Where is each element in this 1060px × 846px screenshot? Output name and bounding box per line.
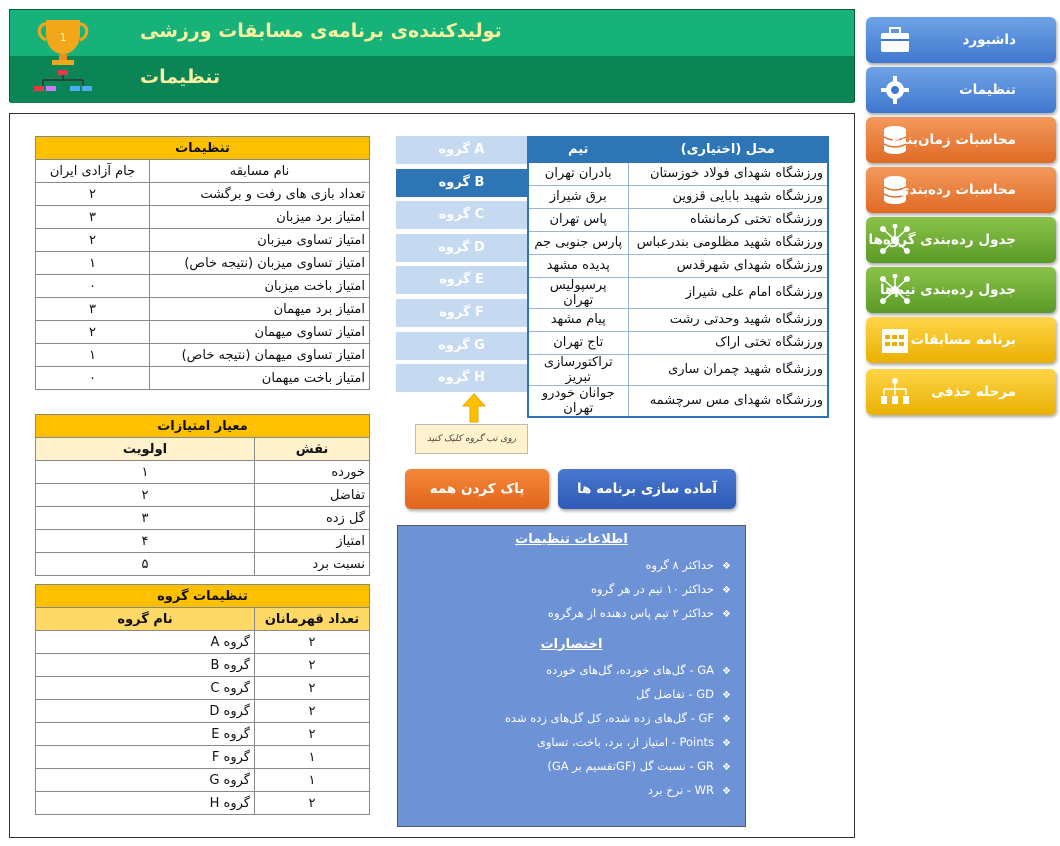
group-name[interactable]: گروه C xyxy=(36,677,255,700)
nav-button-1[interactable] xyxy=(866,17,1056,63)
prepare-schedule-button[interactable]: آماده سازی برنامه ها xyxy=(558,469,736,509)
group-settings-title: تنظیمات گروه xyxy=(36,585,370,608)
settings-value[interactable]: ۰ xyxy=(36,275,150,298)
settings-label: امتیاز باخت میهمان xyxy=(150,367,370,390)
settings-row xyxy=(36,252,370,275)
clear-all-button[interactable]: پاک کردن همه xyxy=(405,469,549,509)
group-count[interactable]: ۲ xyxy=(255,723,370,746)
team-name[interactable]: تاج تهران xyxy=(528,331,628,354)
group-row xyxy=(36,769,370,792)
group-row xyxy=(36,746,370,769)
page-title: تنظیمات xyxy=(140,66,221,88)
competition-name-value[interactable]: جام آزادی ایران xyxy=(36,160,150,183)
team-venue[interactable]: ورزشگاه شهید مظلومی بندرعباس xyxy=(628,231,828,254)
group-count-header: تعداد قهرمانان xyxy=(255,608,370,631)
settings-value[interactable]: ۱ xyxy=(36,344,150,367)
criteria-row xyxy=(36,507,370,530)
criteria-row xyxy=(36,461,370,484)
criteria-role: گل زده xyxy=(255,507,370,530)
tab-group-h[interactable]: گروه H xyxy=(396,364,527,392)
group-count[interactable]: ۲ xyxy=(255,654,370,677)
settings-label: تعداد بازی های رفت و برگشت xyxy=(150,183,370,206)
criteria-row xyxy=(36,530,370,553)
info-settings-list xyxy=(398,553,745,625)
settings-value[interactable]: ۱ xyxy=(36,252,150,275)
criteria-role: تفاضل xyxy=(255,484,370,507)
settings-value[interactable]: ۲ xyxy=(36,183,150,206)
abbreviation-item: ❖ GF - گل‌های زده شده، کل گل‌های زده شده xyxy=(398,706,731,730)
info-item: ❖ حداکثر ۸ گروه xyxy=(398,553,731,577)
settings-row xyxy=(36,298,370,321)
tab-group-g[interactable]: گروه G xyxy=(396,332,527,360)
nav-label: محاسبات زمان‌بندی xyxy=(887,132,1016,148)
team-name[interactable]: پیام مشهد xyxy=(528,308,628,331)
settings-row xyxy=(36,183,370,206)
team-venue[interactable]: ورزشگاه شهدای شهرقدس xyxy=(628,254,828,277)
team-venue[interactable]: ورزشگاه شهدای مس سرچشمه xyxy=(628,385,828,417)
settings-label: امتیاز تساوی میزبان xyxy=(150,229,370,252)
settings-value[interactable]: ۳ xyxy=(36,206,150,229)
tab-group-f[interactable]: گروه F xyxy=(396,299,527,327)
info-settings-title: اطلاعات تنظیمات xyxy=(515,532,628,547)
group-name-header: نام گروه xyxy=(36,608,255,631)
team-row xyxy=(528,162,828,185)
group-name[interactable]: گروه B xyxy=(36,654,255,677)
tab-group-a[interactable]: گروه A xyxy=(396,136,527,164)
group-tabs xyxy=(396,136,527,397)
settings-value[interactable]: ۰ xyxy=(36,367,150,390)
group-count[interactable]: ۲ xyxy=(255,792,370,815)
group-name[interactable]: گروه D xyxy=(36,700,255,723)
team-venue[interactable]: ورزشگاه شهید وحدتی رشت xyxy=(628,308,828,331)
tab-group-e[interactable]: گروه E xyxy=(396,266,527,294)
nav-label: محاسبات رده‌بندی xyxy=(897,182,1016,198)
group-row xyxy=(36,631,370,654)
nav-button-5[interactable] xyxy=(866,217,1056,263)
settings-row xyxy=(36,229,370,252)
trophy-icon xyxy=(28,14,98,100)
group-count[interactable]: ۲ xyxy=(255,677,370,700)
criteria-row xyxy=(36,484,370,507)
group-name[interactable]: گروه F xyxy=(36,746,255,769)
team-name[interactable]: پارس جنوبی جم xyxy=(528,231,628,254)
team-row xyxy=(528,231,828,254)
settings-value[interactable]: ۳ xyxy=(36,298,150,321)
settings-label: امتیاز تساوی میزبان (نتیجه خاص) xyxy=(150,252,370,275)
teams-table xyxy=(527,136,829,418)
criteria-priority[interactable]: ۳ xyxy=(36,507,255,530)
group-row xyxy=(36,723,370,746)
criteria-priority[interactable]: ۴ xyxy=(36,530,255,553)
group-name[interactable]: گروه G xyxy=(36,769,255,792)
tab-group-b[interactable]: گروه B xyxy=(396,169,527,197)
nav-button-8[interactable] xyxy=(866,369,1056,415)
nav-label: برنامه مسابقات xyxy=(910,332,1016,348)
nav-button-7[interactable] xyxy=(866,317,1056,363)
nav-button-6[interactable] xyxy=(866,267,1056,313)
nav-label: جدول رده‌بندی گروه‌ها xyxy=(868,232,1016,248)
group-row xyxy=(36,677,370,700)
team-venue[interactable]: ورزشگاه شهدای فولاد خوزستان xyxy=(628,162,828,185)
gear-icon xyxy=(878,74,912,106)
team-venue[interactable]: ورزشگاه شهید چمران ساری xyxy=(628,354,828,385)
team-row xyxy=(528,277,828,308)
group-count[interactable]: ۲ xyxy=(255,631,370,654)
group-count[interactable]: ۲ xyxy=(255,700,370,723)
team-name[interactable]: پرسپولیس تهران xyxy=(528,277,628,308)
nav-label: داشبورد xyxy=(962,32,1016,48)
arrow-up-icon xyxy=(462,393,486,423)
competition-name-label: نام مسابقه xyxy=(150,160,370,183)
team-row xyxy=(528,331,828,354)
nav-button-4[interactable] xyxy=(866,167,1056,213)
abbreviation-item: ❖ Points - امتیاز از، برد، باخت، تساوی xyxy=(398,730,731,754)
settings-row xyxy=(36,206,370,229)
criteria-title: معیار امتیازات xyxy=(36,415,370,438)
settings-value[interactable]: ۲ xyxy=(36,321,150,344)
nav-label: تنظیمات xyxy=(959,82,1016,98)
criteria-role: خورده xyxy=(255,461,370,484)
info-item: ❖ حداکثر ۱۰ تیم در هر گروه xyxy=(398,577,731,601)
criteria-priority[interactable]: ۵ xyxy=(36,553,255,576)
criteria-priority[interactable]: ۲ xyxy=(36,484,255,507)
criteria-table xyxy=(35,414,370,576)
team-row xyxy=(528,254,828,277)
team-header: تیم xyxy=(528,137,628,162)
app-header xyxy=(9,9,855,102)
settings-label: امتیاز باخت میزبان xyxy=(150,275,370,298)
tab-group-c[interactable]: گروه C xyxy=(396,201,527,229)
group-count[interactable]: ۱ xyxy=(255,746,370,769)
abbreviations-list xyxy=(398,658,745,802)
team-row xyxy=(528,308,828,331)
group-name[interactable]: گروه H xyxy=(36,792,255,815)
team-venue[interactable]: ورزشگاه شهید بابایی قزوین xyxy=(628,185,828,208)
abbreviation-item: ❖ WR - نرخ برد xyxy=(398,778,731,802)
settings-value[interactable]: ۲ xyxy=(36,229,150,252)
criteria-role: نسبت برد xyxy=(255,553,370,576)
abbreviation-item: ❖ GD - تفاضل گل xyxy=(398,682,731,706)
settings-label: امتیاز تساوی میهمان (نتیجه خاص) xyxy=(150,344,370,367)
team-name[interactable]: بادران تهران xyxy=(528,162,628,185)
team-row xyxy=(528,385,828,417)
settings-table xyxy=(35,136,370,390)
group-row xyxy=(36,792,370,815)
team-name[interactable]: پدیده مشهد xyxy=(528,254,628,277)
svg-text:1: 1 xyxy=(59,31,67,44)
nav-button-3[interactable] xyxy=(866,117,1056,163)
team-venue[interactable]: ورزشگاه امام علی شیراز xyxy=(628,277,828,308)
group-name[interactable]: گروه E xyxy=(36,723,255,746)
team-name[interactable]: برق شیراز xyxy=(528,185,628,208)
abbreviations-title: اختصارات xyxy=(540,637,603,652)
criteria-priority[interactable]: ۱ xyxy=(36,461,255,484)
group-row xyxy=(36,654,370,677)
team-row xyxy=(528,185,828,208)
settings-row xyxy=(36,275,370,298)
settings-label: امتیاز برد میزبان xyxy=(150,206,370,229)
nav-label: جدول رده‌بندی تیم‌ها xyxy=(879,282,1016,298)
abbreviation-item: ❖ GR - نسبت گل (GFتقسیم بر GA) xyxy=(398,754,731,778)
nav-label: مرحله حذفی xyxy=(931,384,1016,400)
info-item: ❖ حداکثر ۲ تیم پاس دهنده از هرگروه xyxy=(398,601,731,625)
venue-header: محل (اختیاری) xyxy=(628,137,828,162)
settings-row xyxy=(36,321,370,344)
briefcase-icon xyxy=(878,24,912,56)
settings-row xyxy=(36,367,370,390)
criteria-role: امتیاز xyxy=(255,530,370,553)
bracket-icon xyxy=(878,376,912,408)
team-row xyxy=(528,208,828,231)
group-count[interactable]: ۱ xyxy=(255,769,370,792)
tab-group-d[interactable]: گروه D xyxy=(396,234,527,262)
group-settings-table xyxy=(35,584,370,815)
criteria-priority-header: اولویت xyxy=(36,438,255,461)
team-name[interactable]: تراکتورسازی تبریز xyxy=(528,354,628,385)
settings-title: تنظیمات xyxy=(36,137,370,160)
app-title: تولیدکننده‌ی برنامه‌ی مسابقات ورزشی xyxy=(140,20,502,42)
team-name[interactable]: جوانان خودرو تهران xyxy=(528,385,628,417)
group-tab-hint: روی تب گروه کلیک کنید xyxy=(415,424,528,454)
settings-row xyxy=(36,344,370,367)
settings-label: امتیاز برد میهمان xyxy=(150,298,370,321)
criteria-role-header: نقش xyxy=(255,438,370,461)
group-name[interactable]: گروه A xyxy=(36,631,255,654)
criteria-row xyxy=(36,553,370,576)
settings-label: امتیاز تساوی میهمان xyxy=(150,321,370,344)
group-row xyxy=(36,700,370,723)
team-venue[interactable]: ورزشگاه تختی اراک xyxy=(628,331,828,354)
team-row xyxy=(528,354,828,385)
info-box xyxy=(397,525,746,827)
abbreviation-item: ❖ GA - گل‌های خورده، گل‌های خورده xyxy=(398,658,731,682)
team-name[interactable]: پاس تهران xyxy=(528,208,628,231)
team-venue[interactable]: ورزشگاه تختی کرمانشاه xyxy=(628,208,828,231)
nav-button-2[interactable] xyxy=(866,67,1056,113)
calendar-icon xyxy=(878,324,912,356)
